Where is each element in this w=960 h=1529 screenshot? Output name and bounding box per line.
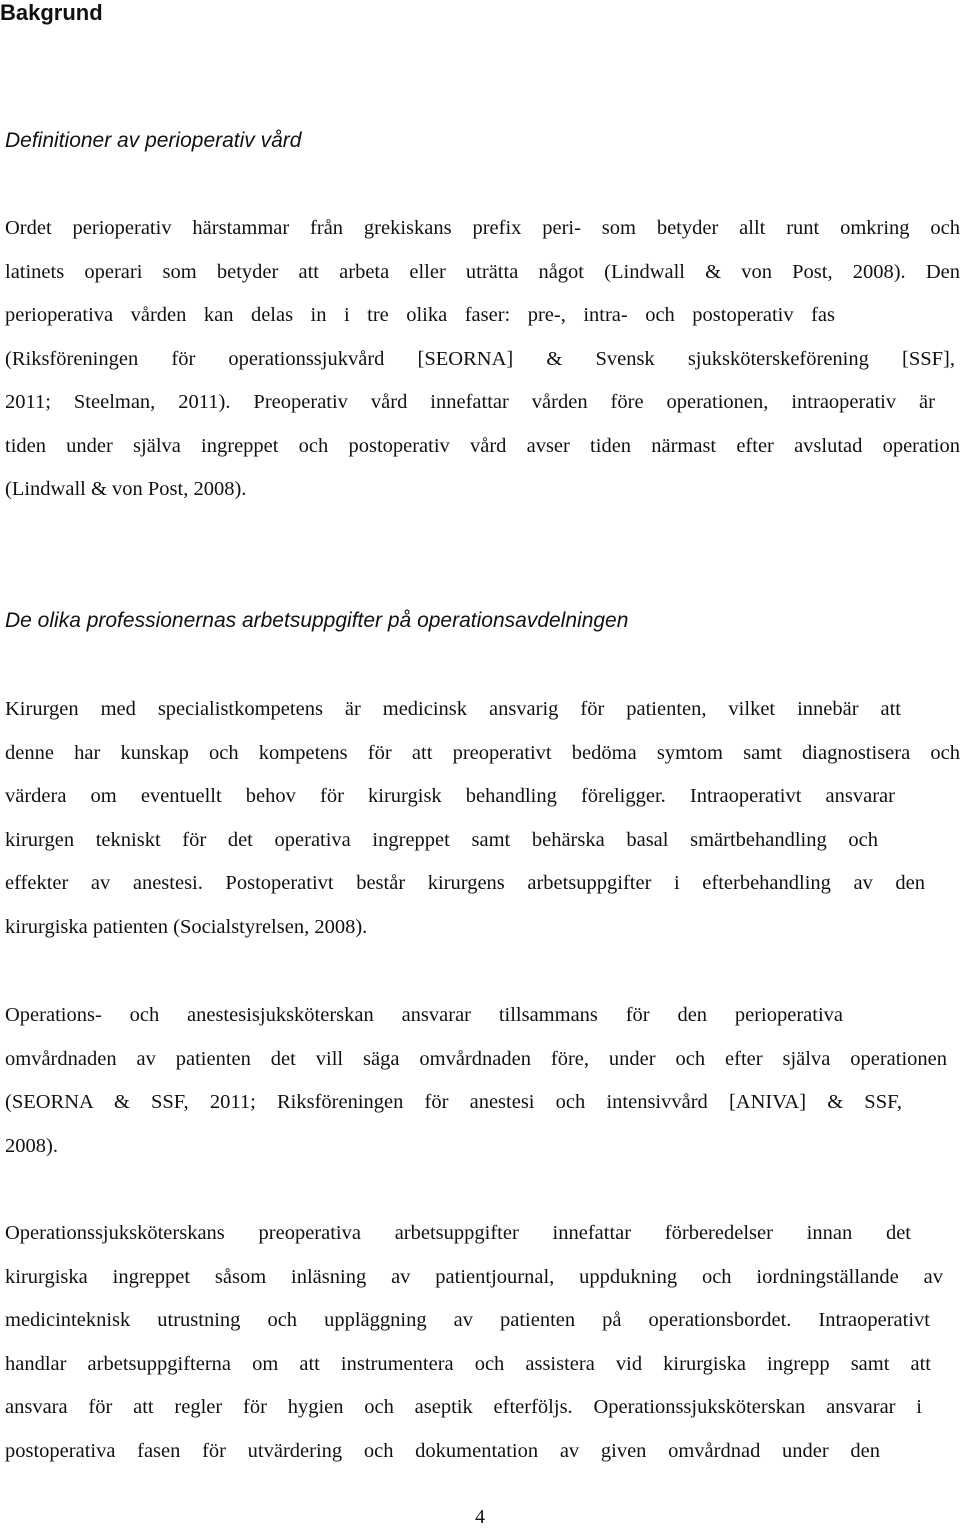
paragraph-nurses bbox=[5, 994, 960, 1168]
page-heading: Bakgrund bbox=[0, 0, 103, 25]
text-line: 2011; Steelman, 2011). Preoperativ vård innefattar vården före operationen, intraoperativ är bbox=[5, 391, 935, 413]
text-line: Kirurgen med specialistkompetens är medicinsk ansvarig för patienten, vilket innebär att bbox=[5, 698, 901, 720]
text-line: effekter av anestesi. Postoperativt består kirurgens arbetsuppgifter i efterbehandling av den bbox=[5, 872, 925, 894]
section-title-definitions: Definitioner av perioperativ vård bbox=[5, 129, 302, 152]
section-title-professions: De olika professionernas arbetsuppgifter på operationsavdelningen bbox=[5, 609, 629, 632]
text-line: Operationssjuksköterskans preoperativa arbetsuppgifter innefattar förberedelser innan det bbox=[5, 1222, 911, 1244]
text-line: postoperativa fasen för utvärdering och dokumentation av given omvårdnad under den bbox=[5, 1439, 880, 1462]
text-line: värdera om eventuellt behov för kirurgisk behandling föreligger. Intraoperativt ansvarar bbox=[5, 785, 895, 807]
text-line: ansvara för att regler för hygien och aseptik efterföljs. Operationssjuksköterskan ansvarar i bbox=[5, 1396, 922, 1418]
text-line: perioperativa vården kan delas in i tre olika faser: pre-, intra- och postoperativ fas bbox=[5, 304, 835, 326]
paragraph-surgeon bbox=[5, 688, 960, 949]
text-line: (Riksföreningen för operationssjukvård [SEORNA] & Svensk sjuksköterskeförening [SSF], bbox=[5, 347, 955, 370]
text-line: kirurgen tekniskt för det operativa ingreppet samt behärska basal smärtbehandling och bbox=[5, 828, 878, 851]
text-line: (SEORNA & SSF, 2011; Riksföreningen för anestesi och intensivvård [ANIVA] & SSF, bbox=[5, 1091, 902, 1113]
text-line: tiden under själva ingreppet och postoperativ vård avser tiden närmast efter avslutad operation bbox=[5, 434, 960, 457]
paragraph-operating-nurse bbox=[5, 1212, 960, 1473]
text-line: omvårdnaden av patienten det vill säga omvårdnaden före, under och efter själva operationen bbox=[5, 1047, 947, 1070]
text-line: medicinteknisk utrustning och uppläggning av patienten på operationsbordet. Intraoperativt bbox=[5, 1309, 930, 1331]
text-line: kirurgiska ingreppet såsom inläsning av patientjournal, uppdukning och iordningställande av bbox=[5, 1265, 943, 1288]
page-number: 4 bbox=[475, 1506, 485, 1528]
text-line: (Lindwall & von Post, 2008). bbox=[5, 478, 247, 500]
text-line: latinets operari som betyder att arbeta eller uträtta något (Lindwall & von Post, 2008). Den bbox=[5, 260, 960, 283]
text-line: Ordet perioperativ härstammar från grekiskans prefix peri- som betyder allt runt omkring och bbox=[5, 217, 960, 239]
text-line: denne har kunskap och kompetens för att preoperativt bedöma symtom samt diagnostisera och bbox=[5, 741, 960, 764]
paragraph-definitions bbox=[5, 207, 960, 512]
text-line: handlar arbetsuppgifterna om att instrumentera och assistera vid kirurgiska ingrepp samt att bbox=[5, 1352, 931, 1375]
text-line: kirurgiska patienten (Socialstyrelsen, 2008). bbox=[5, 915, 368, 938]
text-line: 2008). bbox=[5, 1134, 58, 1157]
text-line: Operations- och anestesisjuksköterskan ansvarar tillsammans för den perioperativa bbox=[5, 1004, 843, 1026]
